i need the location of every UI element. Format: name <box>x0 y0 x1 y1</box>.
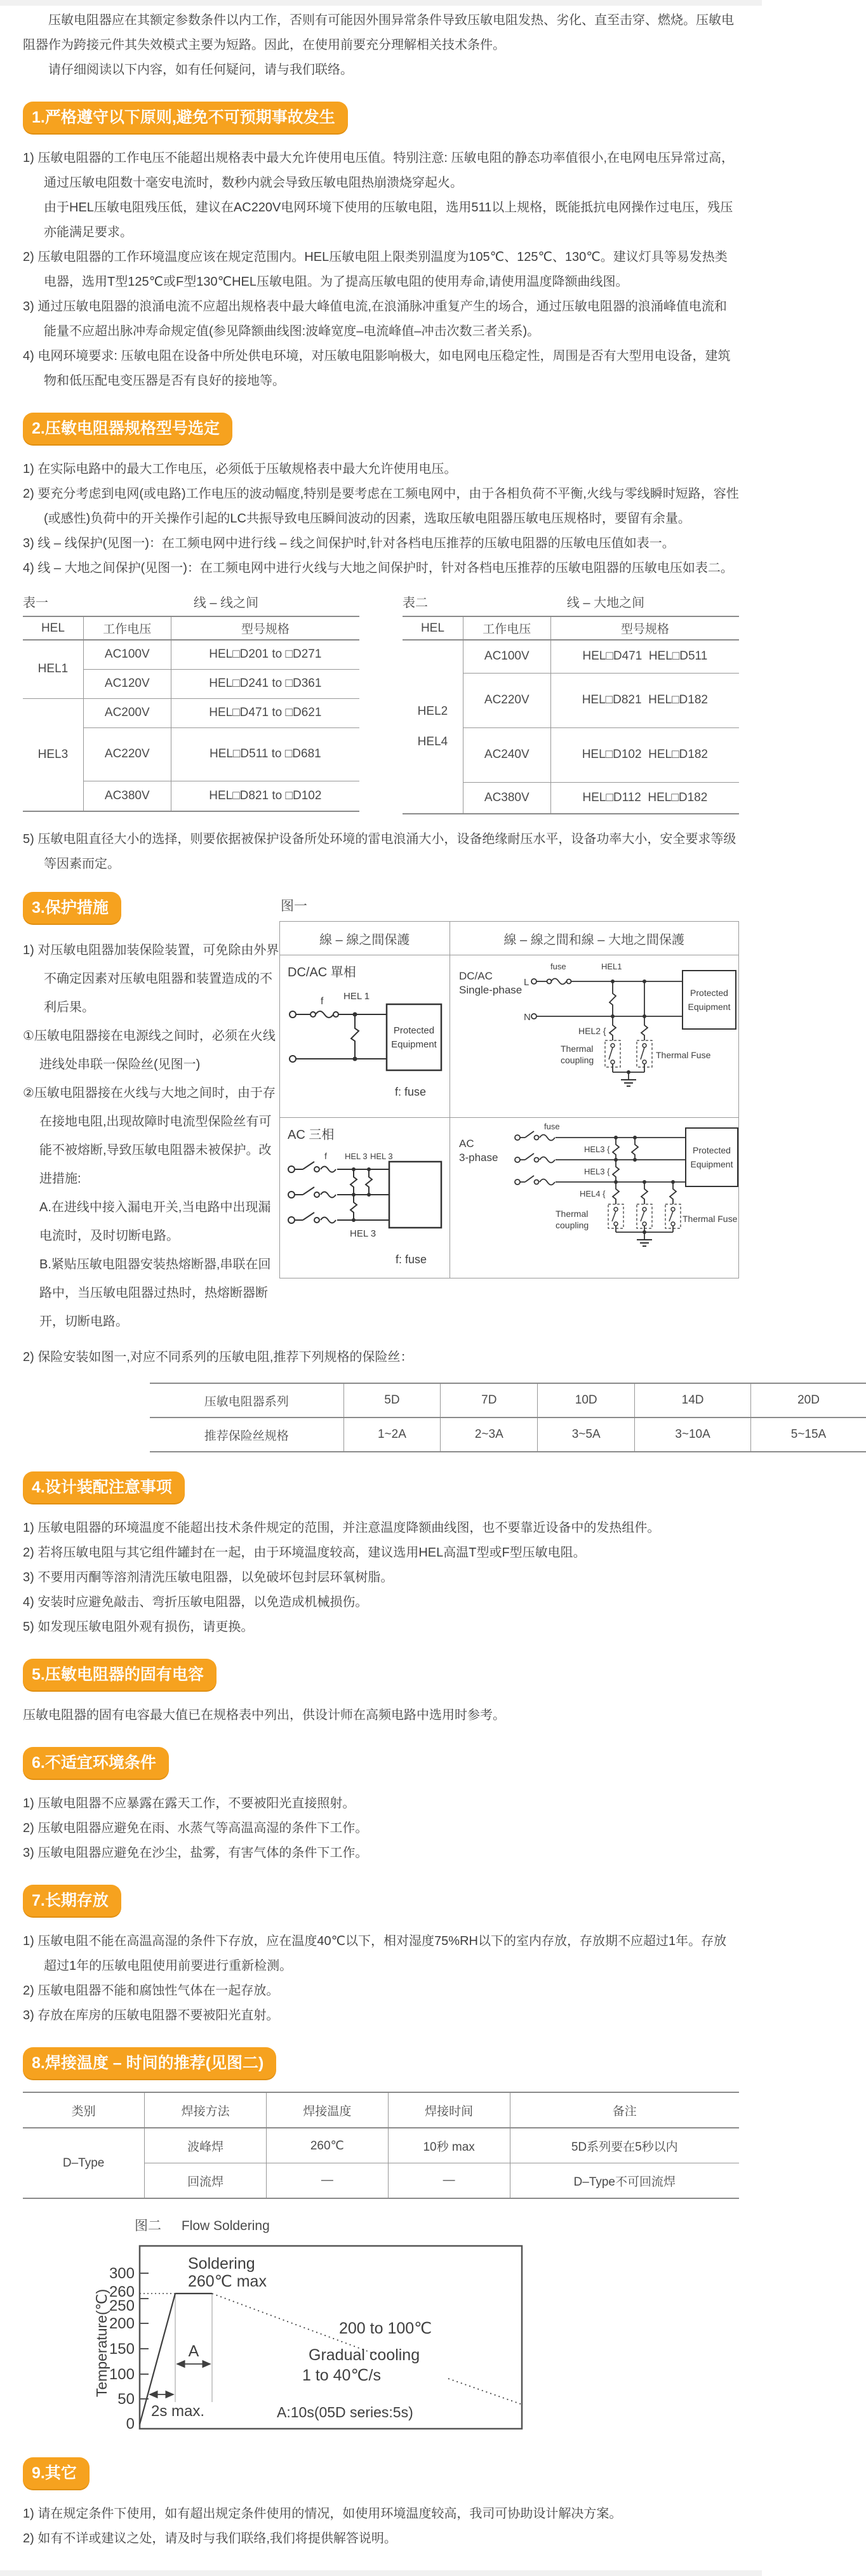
equipment-label: Equipment <box>690 1159 733 1169</box>
section-8-header-row <box>23 2047 739 2079</box>
hel3-label: HEL3 { <box>584 1167 610 1176</box>
svg-text:100: 100 <box>109 2366 135 2383</box>
thermal-fuse-label: Thermal Fuse <box>656 1050 711 1060</box>
cooling-annotation-2: Gradual cooling <box>309 2346 420 2364</box>
section-5-header-row <box>23 1659 739 1690</box>
section-9-header-row <box>23 2457 739 2489</box>
fig1-cell-three-phase-line <box>280 1118 450 1278</box>
t1-col-header: 工作电压 <box>83 616 171 640</box>
fuse-recommendation-table <box>150 1383 866 1452</box>
figure-1-table <box>279 921 739 1278</box>
s7-item-2: 2) 压敏电阻器不能和腐蚀性气体在一起存放。 <box>23 1979 739 2003</box>
soldering-annotation-2: 260℃ max <box>188 2273 267 2290</box>
t1-cell: HEL□D241 to □D361 <box>171 669 359 698</box>
fuse-rating-cell: 3~10A <box>635 1417 751 1452</box>
intro-note: 请仔细阅读以下内容，如有任何疑问，请与我们联络。 <box>23 58 739 83</box>
s3-circle-2: ②压敏电阻器接在火线与大地之间时，由于存在接地电阻,出现故障时电流型保险丝有可能不被熔断,导致压敏电阻器未被保护。改进措施: <box>23 1079 279 1193</box>
figure-1-column <box>279 892 739 1336</box>
t2-cell: AC380V <box>463 782 550 814</box>
solder-cell: D–Type不可回流焊 <box>510 2163 739 2199</box>
t1-cell: HEL□D821 to □D102 <box>171 781 359 811</box>
s2-item-3: 3) 线 – 线保护(见图一)：在工频电网中进行线 – 线之间保护时,针对各档电压推荐的压敏电阻器的压敏电压值如表一。 <box>23 531 739 556</box>
s1-item-1: 1) 压敏电阻器的工作电压不能超出规格表中最大允许使用电压值。特别注意: 压敏电阻的静态功率值很小,在电网电压异常过高，通过压敏电阻数十毫安电流时，数秒内就会导致压敏电阻热崩溃烧穿起火。 <box>23 146 739 196</box>
hel4-label: HEL4 { <box>580 1189 606 1198</box>
t2-cell: AC100V <box>463 640 550 673</box>
fuse-rating-cell: 1~2A <box>343 1417 441 1452</box>
ground-symbol <box>637 1240 652 1246</box>
s2-item-4: 4) 线 – 大地之间保护(见图一)：在工频电网中进行火线与大地之间保护时，针对各档电压推荐的压敏电阻器的压敏电压如表二。 <box>23 556 739 581</box>
solder-cell: 260℃ <box>267 2128 389 2163</box>
t1-cell: HEL□D471 to □D621 <box>171 698 359 727</box>
three-phase-ground-circuit <box>454 1122 740 1265</box>
s3-item-2: 2) 保险安装如图一,对应不同系列的压敏电阻,推荐下列规格的保险丝： <box>23 1345 739 1370</box>
fuse-series-cell: 5D <box>343 1383 441 1417</box>
varistor-symbol <box>641 1182 648 1204</box>
figure-2-caption <box>135 2215 739 2234</box>
solder-col-header: 焊接方法 <box>145 2092 267 2128</box>
table-1-caption <box>23 592 359 611</box>
s4-item-3: 3) 不要用丙酮等溶剂清洗压敏电阻器，以免破坏包封层环氧树脂。 <box>23 1565 739 1590</box>
thermal-fuse-box <box>637 1040 652 1067</box>
s6-item-3: 3) 压敏电阻器应避免在沙尘，盐雾，有害气体的条件下工作。 <box>23 1841 739 1866</box>
fuse-row2-header: 推荐保险丝规格 <box>150 1417 343 1452</box>
s4-item-1: 1) 压敏电阻器的环境温度不能超出技术条件规定的范围，并注意温度降额曲线图，也不要靠近设备中的发热组件。 <box>23 1516 739 1541</box>
s1-item-1-sub: 由于HEL压敏电阻残压低，建议在AC220V电网环境下使用的压敏电阻，选用511以上规格，既能抵抗电网操作过电压，残压亦能满足要求。 <box>23 196 739 245</box>
table-2-label: 表二 <box>403 592 472 611</box>
section-6-title-badge: 6.不适宜环境条件 <box>23 1747 169 1779</box>
t1-cell: HEL□D201 to □D271 <box>171 640 359 669</box>
t1-group-hel3: HEL3 <box>23 698 83 811</box>
single-phase-line-circuit <box>284 981 444 1102</box>
varistor-symbol <box>613 1160 619 1182</box>
fuse-legend: f: fuse <box>396 1253 427 1266</box>
table-1-span-label: 线 – 线之间 <box>93 592 359 611</box>
t2-col-header: HEL <box>403 616 463 640</box>
solder-cell: — <box>267 2163 389 2199</box>
t2-group-gap <box>405 719 460 735</box>
protected-equipment-box <box>683 971 736 1029</box>
t1-cell: AC220V <box>83 727 171 781</box>
svg-text:0: 0 <box>126 2415 135 2433</box>
fuse-legend: f: fuse <box>395 1086 426 1098</box>
s1-item-3: 3) 通过压敏电阻器的浪涌电流不应超出规格表中最大峰值电流,在浪涌脉冲重复产生的场合，通过压敏电阻器的浪涌峰值电流和能量不应超出脉冲寿命规定值(参见降额曲线图:波峰宽度–电流峰值–冲击次数三者关系)。 <box>23 295 739 344</box>
hel3-label: HEL3 { <box>584 1145 610 1154</box>
s4-item-5: 5) 如发现压敏电阻外观有损伤，请更换。 <box>23 1615 739 1640</box>
varistor-symbol <box>366 1169 372 1195</box>
fig1-cell-single-phase-ground <box>450 955 739 1118</box>
section-5-title-badge: 5.压敏电阻器的固有电容 <box>23 1659 216 1690</box>
s2-item-1: 1) 在实际电路中的最大工作电压，必须低于压敏规格表中最大允许使用电压。 <box>23 457 739 482</box>
protected-label: Protected <box>693 1145 731 1155</box>
fuse-series-cell: 20D <box>751 1383 866 1417</box>
t1-col-header: 型号规格 <box>171 616 359 640</box>
equipment-label: Equipment <box>688 1002 730 1012</box>
solder-cell: 5D系列要在5秒以内 <box>510 2128 739 2163</box>
svg-text:250: 250 <box>109 2297 135 2314</box>
fig1-cell-single-phase-line <box>280 955 450 1118</box>
cooling-dotted-2 <box>448 2379 521 2404</box>
t1-cell: AC120V <box>83 669 171 698</box>
t2-group-line2: HEL4 <box>405 735 460 749</box>
document-body <box>0 6 762 2570</box>
equipment-label: Equipment <box>391 1039 437 1050</box>
phase-lines <box>515 1131 686 1185</box>
phase-lines <box>288 1162 389 1223</box>
svg-text:150: 150 <box>109 2340 135 2358</box>
svg-text:200: 200 <box>109 2315 135 2332</box>
soldering-annotation-1: Soldering <box>188 2255 255 2273</box>
t1-cell: AC380V <box>83 781 171 811</box>
ac-label: AC <box>459 1138 474 1150</box>
solder-col-header: 焊接温度 <box>267 2092 389 2128</box>
fuse-series-cell: 7D <box>441 1383 538 1417</box>
varistor-symbol <box>610 981 616 1016</box>
section-7-title-badge: 7.长期存放 <box>23 1885 121 1916</box>
section-3-title-badge: 3.保护措施 <box>23 892 121 924</box>
hold-duration-label: A <box>189 2342 199 2360</box>
s9-item-1: 1) 请在规定条件下使用，如有超出规定条件使用的情况，如使用环境温度较高，我司可协助设计解决方案。 <box>23 2502 739 2526</box>
fuse-series-cell: 10D <box>538 1383 635 1417</box>
varistor-symbol <box>670 1182 676 1204</box>
three-phase-label: 3-phase <box>459 1152 498 1164</box>
hel1-label: HEL1 <box>601 962 622 971</box>
table-2-caption <box>403 592 739 611</box>
solder-type-cell: D–Type <box>23 2128 145 2198</box>
section-3-text-column <box>23 892 279 1336</box>
solder-cell: 10秒 max <box>388 2128 510 2163</box>
solder-cell: 回流焊 <box>145 2163 267 2199</box>
y-axis-ticks <box>140 2273 149 2399</box>
thermal-coupling-label1: Thermal <box>556 1209 588 1219</box>
hel3-label: HEL 3 <box>345 1152 368 1161</box>
svg-text:260: 260 <box>109 2283 135 2300</box>
varistor-symbol <box>613 1182 619 1204</box>
section-2-header-row <box>23 413 739 444</box>
section-8-title-badge: 8.焊接温度 – 时间的推荐(见图二) <box>23 2047 276 2079</box>
table-1-block <box>23 592 359 814</box>
thermal-coupling-label1: Thermal <box>561 1044 593 1054</box>
fuse-row1-header: 压敏电阻器系列 <box>150 1383 343 1417</box>
fuse-series-cell: 14D <box>635 1383 751 1417</box>
s7-item-3: 3) 存放在库房的压敏电阻器不要被阳光直射。 <box>23 2003 739 2028</box>
ramp-time-label: 2s max. <box>151 2403 204 2420</box>
section-9-title-badge: 9.其它 <box>23 2457 90 2489</box>
svg-text:300: 300 <box>109 2265 135 2282</box>
s4-item-4: 4) 安装时应避免敲击、弯折压敏电阻器，以免造成机械损伤。 <box>23 1590 739 1615</box>
fig1-col2-header: 線 – 線之間和線 – 大地之間保護 <box>450 922 739 955</box>
s3-circle-1: ①压敏电阻器接在电源线之间时，必须在火线进线处串联一保险丝(见图一) <box>23 1022 279 1079</box>
svg-text:50: 50 <box>117 2391 135 2408</box>
t2-cell: HEL□D471 HEL□D511 <box>550 640 739 673</box>
table-2-block <box>403 592 739 814</box>
protected-equipment-box <box>686 1128 738 1186</box>
thermal-fuse-label: Thermal Fuse <box>683 1214 738 1224</box>
varistor-label: HEL 1 <box>343 991 370 1002</box>
varistor-symbol <box>632 1138 638 1160</box>
t2-group-hel2-hel4 <box>403 640 463 814</box>
fuse-label: fuse <box>544 1122 560 1131</box>
t2-col-header: 型号规格 <box>550 616 739 640</box>
three-phase-line-circuit <box>284 1144 444 1271</box>
table-1-label: 表一 <box>23 592 93 611</box>
section-3-row <box>23 892 739 1336</box>
flow-soldering-chart <box>93 2238 537 2438</box>
hel3-label: HEL 3 <box>370 1152 393 1161</box>
soldering-recommendation-table <box>23 2092 739 2199</box>
thermal-fuse-box <box>605 1040 620 1067</box>
fuse-label: f <box>324 1151 327 1161</box>
t2-col-header: 工作电压 <box>463 616 550 640</box>
solder-cell: — <box>388 2163 510 2199</box>
y-axis-tick-labels <box>109 2265 135 2433</box>
solder-col-header: 焊接时间 <box>388 2092 510 2128</box>
section-6-header-row <box>23 1747 739 1779</box>
thermal-coupling-label2: coupling <box>556 1220 589 1230</box>
s3-item-1: 1) 对压敏电阻器加装保险装置，可免除由外界不确定因素对压敏电阻器和装置造成的不利后果。 <box>23 936 279 1022</box>
section-1-header-row <box>23 102 739 133</box>
varistor-symbol <box>610 1016 616 1040</box>
section-2-title-badge: 2.压敏电阻器规格型号选定 <box>23 413 232 444</box>
hold-note: A:10s(05D series:5s) <box>277 2404 413 2420</box>
section-4-header-row <box>23 1471 739 1503</box>
fig1-col1-header: 線 – 線之間保護 <box>280 922 450 955</box>
s2-item-2: 2) 要充分考虑到电网(或电路)工作电压的波动幅度,特别是要考虑在工频电网中，由于各相负荷不平衡,火线与零线瞬时短路，容性(或感性)负荷中的开关操作引起的LC共振导致电压瞬间波动的因素，选取压敏电阻器压敏电压规格时，要留有余量。 <box>23 482 739 531</box>
t1-cell: AC100V <box>83 640 171 669</box>
s6-item-2: 2) 压敏电阻器应避免在雨、水蒸气等高温高湿的条件下工作。 <box>23 1816 739 1841</box>
protected-equipment-box <box>387 1004 441 1070</box>
s5-paragraph: 压敏电阻器的固有电容最大值已在规格表中列出，供设计师在高频电路中选用时参考。 <box>23 1703 739 1728</box>
fuse-label: fuse <box>550 962 566 971</box>
protected-label: Protected <box>690 988 728 998</box>
t2-group-line1: HEL2 <box>405 705 460 719</box>
fig1-cell-three-phase-ground <box>450 1118 739 1278</box>
hel3-bottom-label: HEL 3 <box>350 1228 376 1239</box>
figure-2-block <box>93 2215 739 2438</box>
spec-tables-row <box>23 592 739 814</box>
t1-cell: AC200V <box>83 698 171 727</box>
varistor-symbol <box>350 1195 357 1220</box>
s6-item-1: 1) 压敏电阻器不应暴露在露天工作，不要被阳光直接照射。 <box>23 1791 739 1816</box>
solder-col-header: 类别 <box>23 2092 145 2128</box>
section-1-title-badge: 1.严格遵守以下原则,避免不可预期事故发生 <box>23 102 348 133</box>
fuse-rating-cell: 3~5A <box>538 1417 635 1452</box>
t1-col-header: HEL <box>23 616 83 640</box>
fig1-row2-label: AC 三相 <box>288 1124 446 1143</box>
varistor-symbol <box>350 1169 357 1195</box>
table-line-to-line <box>23 616 359 812</box>
ground-symbol <box>621 1080 636 1086</box>
cooling-annotation-3: 1 to 40℃/s <box>302 2367 381 2384</box>
fuse-rating-cell: 2~3A <box>441 1417 538 1452</box>
s3-option-b: B.紧贴压敏电阻器安装热熔断器,串联在回路中，当压敏电阻器过热时，热熔断器断开，切断电路。 <box>23 1251 279 1336</box>
s9-item-2: 2) 如有不详或建议之处，请及时与我们联络,我们将提供解答说明。 <box>23 2526 739 2551</box>
single-phase-label: Single-phase <box>459 984 522 996</box>
single-phase-ground-circuit <box>454 959 740 1110</box>
table-2-span-label: 线 – 大地之间 <box>472 592 739 611</box>
page-top-edge <box>0 0 762 6</box>
table-line-to-ground <box>403 616 739 814</box>
section-7-header-row <box>23 1885 739 1916</box>
figure-2-label: 图二 <box>135 2219 161 2233</box>
varistor-symbol <box>641 981 648 1040</box>
t2-cell: HEL□D821 HEL□D182 <box>550 673 739 727</box>
solder-col-header: 备注 <box>510 2092 739 2128</box>
s4-item-2: 2) 若将压敏电阻与其它组件罐封在一起，由于环境温度较高，建议选用HEL高温T型或F型压敏电阻。 <box>23 1541 739 1565</box>
cooling-annotation-1: 200 to 100℃ <box>339 2320 432 2337</box>
t2-cell: HEL□D112 HEL□D182 <box>550 782 739 814</box>
fuse-rating-cell: 5~15A <box>751 1417 866 1452</box>
s7-item-1: 1) 压敏电阻不能在高温高湿的条件下存放，应在温度40℃以下，相对湿度75%RH以下的室内存放，存放期不应超过1年。存放超过1年的压敏电阻使用前要进行重新检测。 <box>23 1929 739 1979</box>
s2-item-5: 5) 压敏电阻直径大小的选择，则要依据被保护设备所处环境的雷电浪涌大小，设备绝缘耐压水平，设备功率大小，安全要求等级等因素而定。 <box>23 827 739 877</box>
s1-item-2: 2) 压敏电阻器的工作环境温度应该在规定范围内。HEL压敏电阻上限类别温度为105℃、125℃、130℃。建议灯具等易发热类电器，选用T型125℃或F型130℃HEL压敏电阻。为了提高压敏电阻的使用寿命,请使用温度降额曲线图。 <box>23 245 739 295</box>
section-3-header-row <box>23 892 279 924</box>
t1-group-hel1: HEL1 <box>23 640 83 698</box>
solder-cell: 波峰焊 <box>145 2128 267 2163</box>
section-4-title-badge: 4.设计装配注意事项 <box>23 1471 185 1503</box>
protected-label: Protected <box>394 1025 434 1036</box>
s1-item-4: 4) 电网环境要求: 压敏电阻在设备中所处供电环境，对压敏电阻影响极大，如电网电压稳定性，周围是否有大型用电设备，建筑物和低压配电变压器是否有良好的接地等。 <box>23 344 739 394</box>
t1-cell: HEL□D511 to □D681 <box>171 727 359 781</box>
s3-option-a: A.在进线中接入漏电开关,当电路中出现漏电流时，及时切断电路。 <box>23 1193 279 1251</box>
dcac-label: DC/AC <box>459 970 493 982</box>
figure-1-label: 图一 <box>281 896 739 915</box>
t2-cell: HEL□D102 HEL□D182 <box>550 727 739 782</box>
varistor-symbol <box>613 1138 619 1160</box>
line-L-label: L <box>524 977 529 988</box>
page-bottom-edge <box>0 2570 762 2576</box>
varistor-symbol <box>351 1014 359 1059</box>
line-N-label: N <box>524 1012 531 1023</box>
fuse-label: f <box>321 996 324 1007</box>
intro-paragraph: 压敏电阻器应在其额定参数条件以内工作，否则有可能因外围异常条件导致压敏电阻发热、劣化、直至击穿、燃烧。压敏电阻器作为跨接元件其失效模式主要为短路。因此，在使用前要充分理解相关技术条件。 <box>23 8 739 58</box>
hel2-label: HEL2 { <box>578 1026 606 1036</box>
fig1-row1-label: DC/AC 單相 <box>288 962 446 980</box>
thermal-coupling-label2: coupling <box>561 1055 594 1065</box>
t2-cell: AC240V <box>463 727 550 782</box>
protected-equipment-box <box>389 1162 441 1228</box>
y-axis-title: Temperature(℃) <box>93 2289 110 2397</box>
t2-cell: AC220V <box>463 673 550 727</box>
figure-2-title: Flow Soldering <box>182 2219 270 2233</box>
